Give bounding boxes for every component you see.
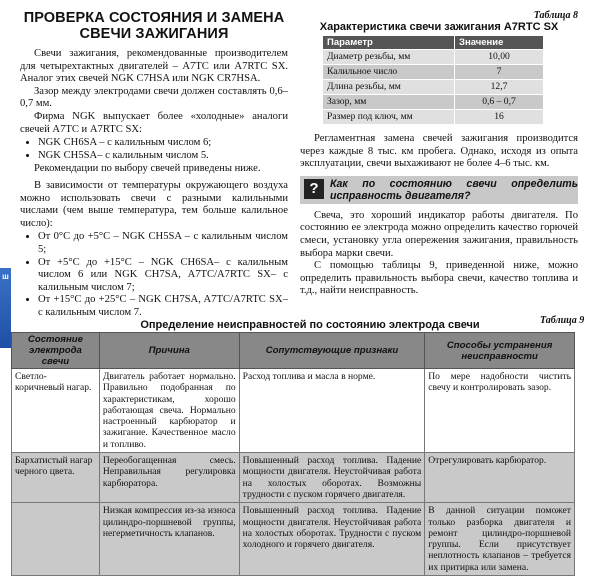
table9-header: Состояние электрода свечи bbox=[12, 333, 100, 369]
paragraph-indicator: Свеча, это хороший индикатор работы двигателя. По состоянию ее электрода можно определить качество горючей смеси, установку угла опережения зажигания, правильность выбора марки свечи. bbox=[300, 209, 578, 259]
right-column bbox=[300, 10, 578, 298]
table8-cell: Диаметр резьбы, мм bbox=[323, 50, 455, 65]
table9-cell: Повышенный расход топлива. Падение мощности двигателя. Неустойчивая работа на холостых оборотах. Трудности с пуском холодного и горячего двигателя. bbox=[239, 503, 425, 576]
table-row bbox=[12, 369, 575, 453]
table9-cell: Двигатель работает нормально. Правильно подобранная по характеристикам, хорошо работающая свеча. Нормально настроенный карбюратор и зажигание. Качественное масло и топливо. bbox=[99, 369, 239, 453]
list-analogs bbox=[20, 137, 288, 162]
question-box bbox=[300, 176, 578, 204]
table9-cell: Низкая компрессия из-за износа цилиндро-поршневой группы, негерметичность клапанов. bbox=[99, 503, 239, 576]
table8-header: Параметр bbox=[323, 36, 455, 50]
table9-label: Таблица 9 bbox=[540, 315, 585, 326]
paragraph-table9-ref: С помощью таблицы 9, приведенной ниже, можно определить правильность выбора свечи, качество топлива и т.д., найти неисправность. bbox=[300, 260, 578, 297]
list-temperature bbox=[20, 231, 288, 319]
table8-cell: 10,00 bbox=[455, 50, 544, 65]
table9 bbox=[11, 332, 575, 576]
table9-cell: Светло-коричневый нагар. bbox=[12, 369, 100, 453]
table8-header: Значение bbox=[455, 36, 544, 50]
paragraph-recommendations: Рекомендации по выбору свечей приведены ниже. bbox=[34, 163, 261, 175]
table-row bbox=[12, 503, 575, 576]
table9-cell: Бархатистый нагар черного цвета. bbox=[12, 453, 100, 503]
table9-title: Определение неисправностей по состоянию электрода свечи bbox=[140, 319, 480, 331]
table9-header: Причина bbox=[99, 333, 239, 369]
table9-cell: Переобогащенная смесь. Неправильная регулировка карбюратора. bbox=[99, 453, 239, 503]
table9-cell: Отрегулировать карбюратор. bbox=[425, 453, 575, 503]
table8 bbox=[322, 35, 544, 125]
list-item: • NGK CH6SA – с калильным числом 6; bbox=[38, 137, 288, 150]
table8-cell: 0,6 – 0,7 bbox=[455, 95, 544, 110]
list-item: • От +5°С до +15°С – NGK CH6SA– с калильным числом 6 или NGK CH7SA, A7TC/A7RTC SX– с калильным числом 7; bbox=[38, 257, 288, 295]
table8-cell: 12,7 bbox=[455, 80, 544, 95]
list-item: • От +15°С до +25°С – NGK CH7SA, A7TC/A7RTC SX– с калильным числом 7. bbox=[38, 294, 288, 319]
table8-cell: Длина резьбы, мм bbox=[323, 80, 455, 95]
table-row bbox=[323, 95, 544, 110]
table8-cell: 7 bbox=[455, 65, 544, 80]
window-edge-strip bbox=[0, 268, 11, 348]
paragraph-recommended-plugs: Свечи зажигания, рекомендованные производителем для четырехтактных двигателей – A7TC или A7RTC SX. Аналог этих свечей NGK C7HSA или NGK CR7HSA. bbox=[20, 48, 288, 85]
question-icon: ? bbox=[304, 179, 324, 199]
table9-cell bbox=[12, 503, 100, 576]
paragraph-temperature: В зависимости от температуры окружающего воздуха можно использовать свечи с разными калильными числами (чем выше температура, тем больше калильное число): bbox=[20, 179, 288, 229]
table9-cell: В данной ситуации поможет только разборка двигателя и ремонт цилиндро-поршневой группы. Если присутствует неплотность клапанов – требуется их притирка или замена. bbox=[425, 503, 575, 576]
table-row bbox=[323, 65, 544, 80]
left-column bbox=[20, 10, 288, 320]
list-item: • От 0°С до +5°С – NGK CH5SA – с калильным числом 5; bbox=[38, 231, 288, 256]
paragraph-gap: Зазор между электродами свечи должен составлять 0,6–0,7 мм. bbox=[20, 85, 288, 110]
window-edge-label: ш bbox=[2, 272, 9, 281]
table-row bbox=[12, 453, 575, 503]
table8-cell: Калильное число bbox=[323, 65, 455, 80]
table8-cell: 16 bbox=[455, 110, 544, 125]
table8-title: Характеристика свечи зажигания A7RTC SX bbox=[319, 21, 559, 33]
table9-cell: Расход топлива и масла в норме. bbox=[239, 369, 425, 453]
table9-cell: По мере надобности чистить свечу и контролировать зазор. bbox=[425, 369, 575, 453]
table9-cell: Повышенный расход топлива. Падение мощности двигателя. Неустойчивая работа на холостых оборотах. Возможны трудности с пуском горячего двигателя. bbox=[239, 453, 425, 503]
page-title: ПРОВЕРКА СОСТОЯНИЯ И ЗАМЕНА СВЕЧИ ЗАЖИГАНИЯ bbox=[23, 10, 285, 42]
paragraph-replacement-interval: Регламентная замена свечей зажигания производится через каждые 8 тыс. км пробега. Однако, исходя из опыта эксплуатации, свечи выхаживают не более 4–6 тыс. км. bbox=[300, 133, 578, 170]
table-row bbox=[323, 110, 544, 125]
table9-header: Способы устранения неисправности bbox=[425, 333, 575, 369]
table-row bbox=[323, 80, 544, 95]
list-item: • NGK CH5SA– с калильным числом 5. bbox=[38, 150, 288, 163]
table9-header: Сопутствующие признаки bbox=[239, 333, 425, 369]
table8-label: Таблица 8 bbox=[533, 10, 578, 21]
table-row bbox=[323, 50, 544, 65]
question-heading: Как по состоянию свечи определить исправность двигателя? bbox=[330, 177, 578, 202]
paragraph-ngk-analogs: Фирма NGK выпускает более «холодные» аналоги свечей A7TC и A7RTC SX: bbox=[20, 110, 288, 135]
table8-cell: Зазор, мм bbox=[323, 95, 455, 110]
table8-cell: Размер под ключ, мм bbox=[323, 110, 455, 125]
